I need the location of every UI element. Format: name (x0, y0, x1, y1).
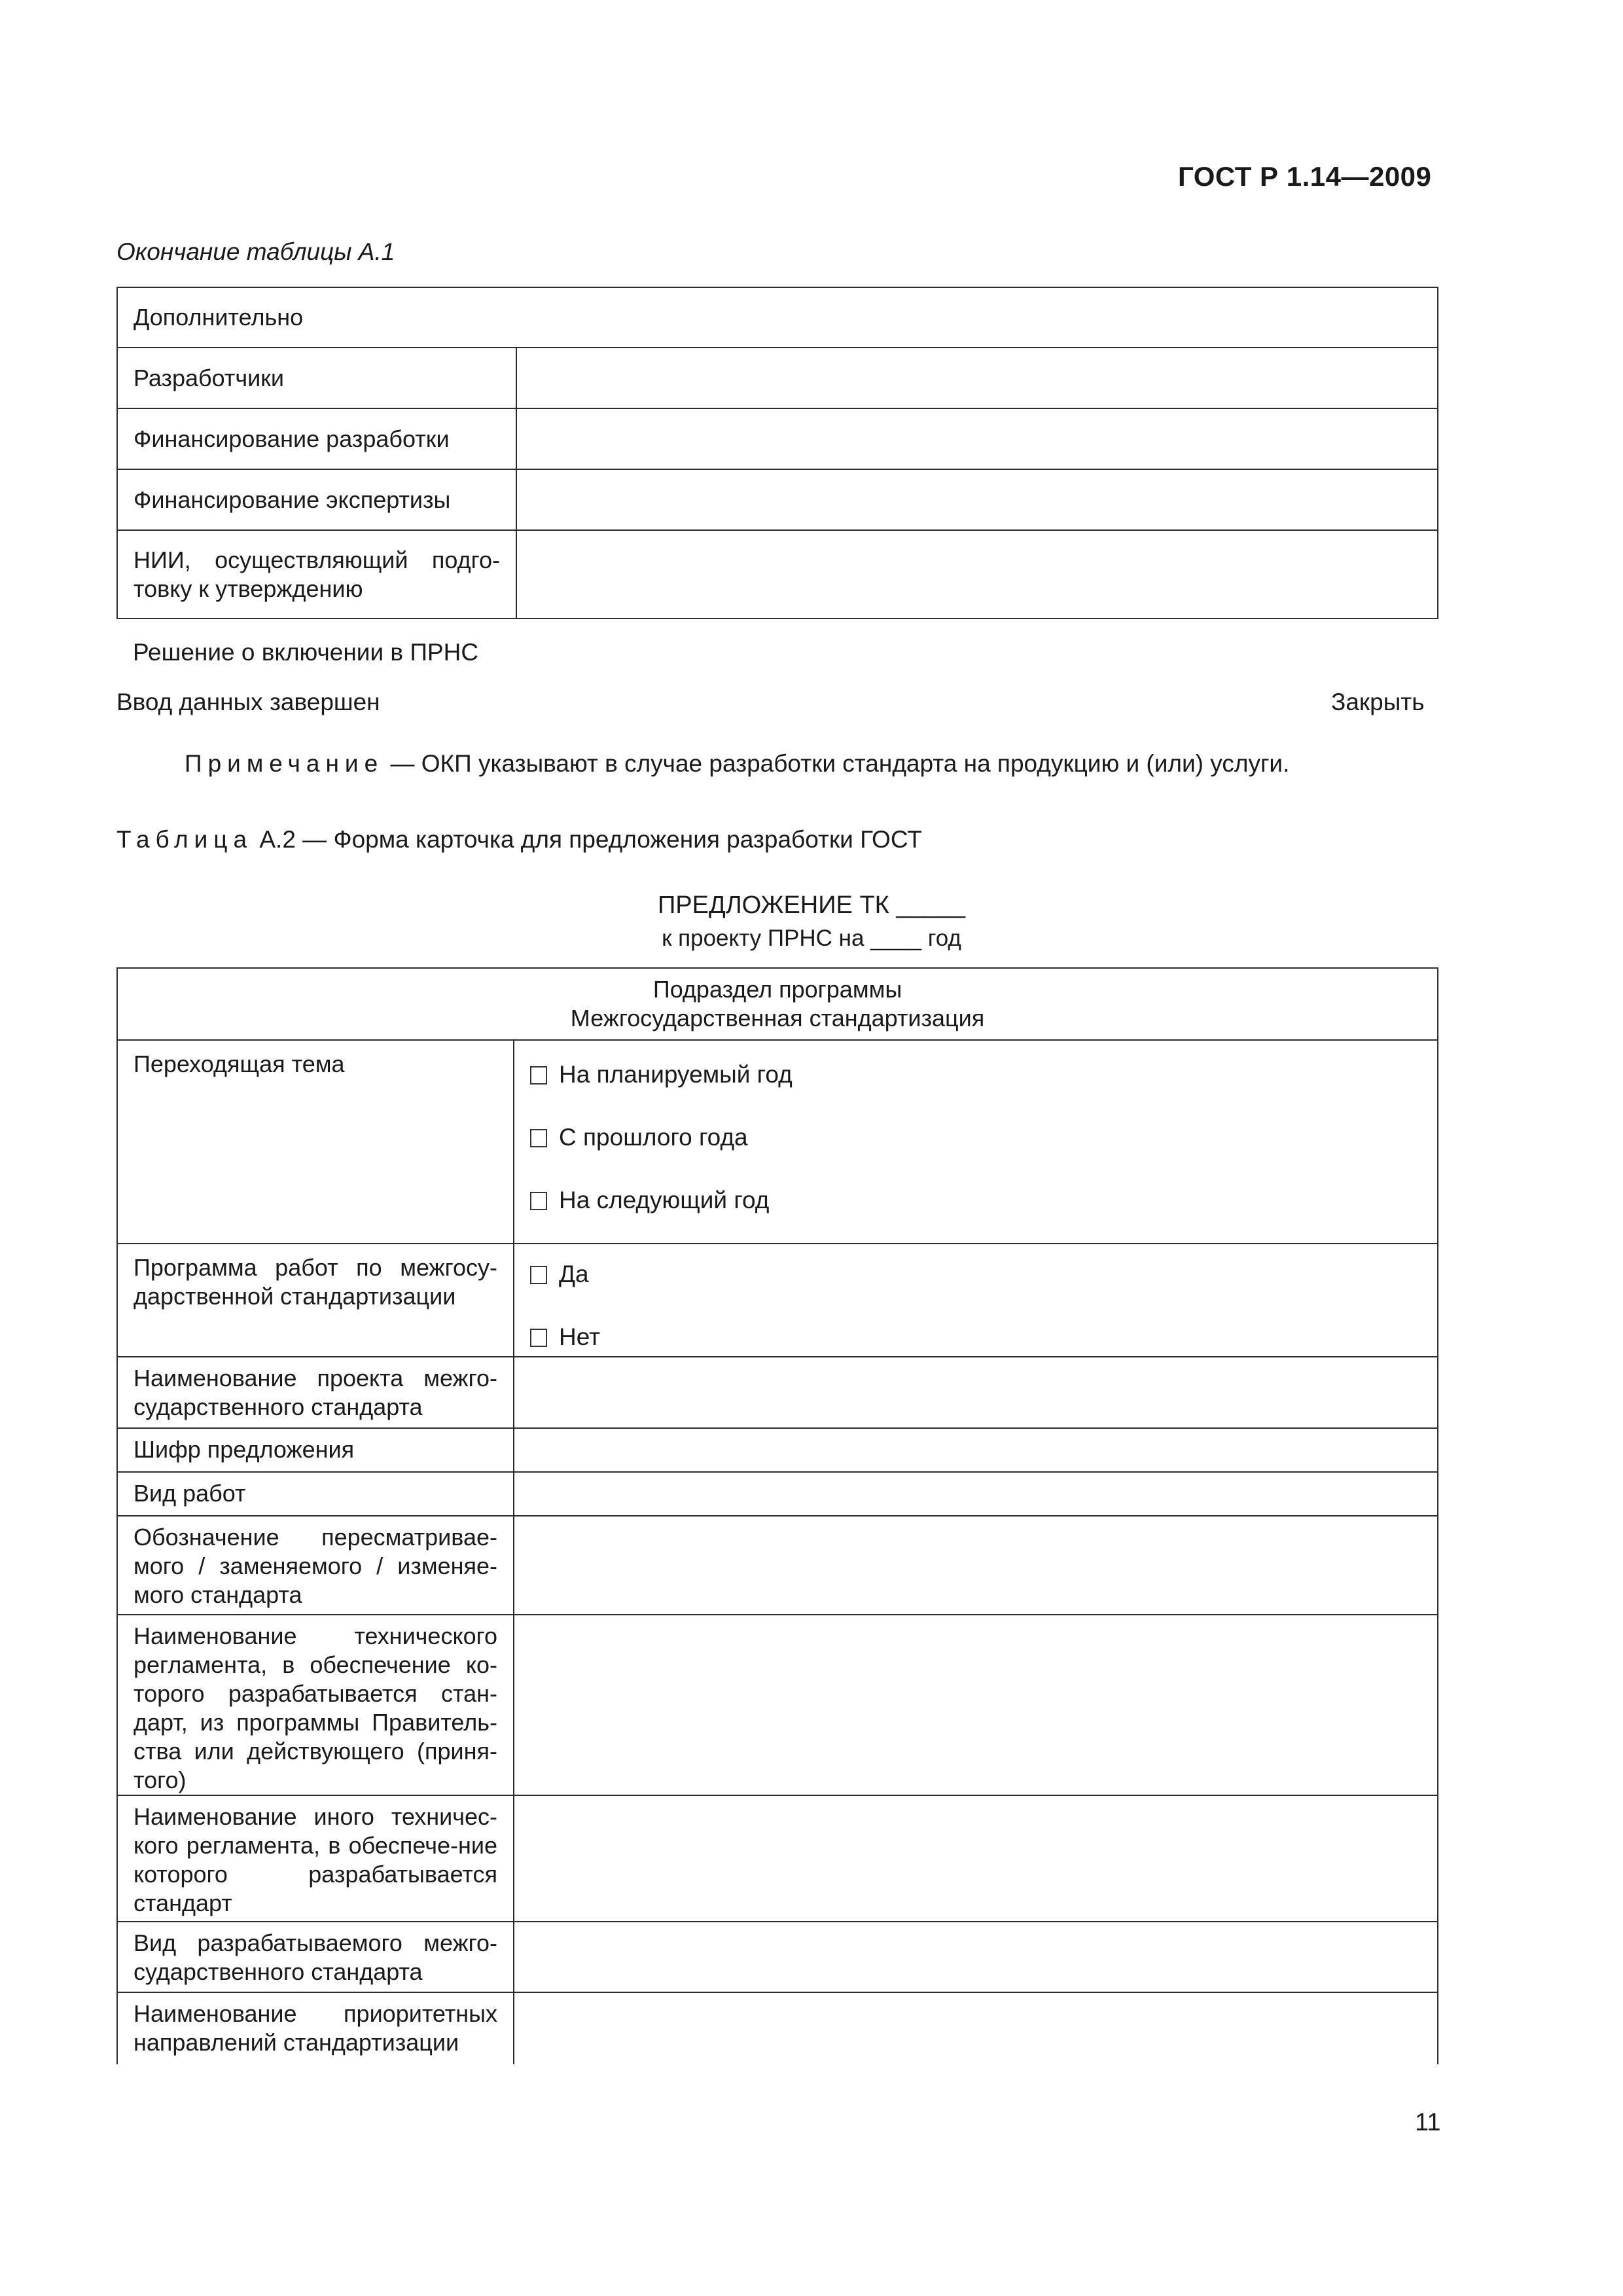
table-row (117, 1244, 1438, 1357)
table-row (117, 1922, 1438, 1992)
row-label: Финансирование экспертизы (117, 469, 516, 530)
project-name-field[interactable] (514, 1357, 1438, 1428)
subsection-heading-line1: Подраздел программы (652, 976, 902, 1003)
option-label: С прошлого года (559, 1124, 748, 1151)
table-row (117, 1795, 1438, 1922)
proposal-code-field[interactable] (514, 1428, 1438, 1472)
close-button[interactable]: Закрыть (1331, 689, 1425, 715)
row-label: Обозначение пересматривае-мого / заменяемого / изменяе-мого стандарта (117, 1516, 514, 1615)
option-next-year[interactable] (530, 1186, 1421, 1215)
table-row (117, 1472, 1438, 1516)
row-label: Переходящая тема (117, 1040, 514, 1244)
transition-options (514, 1040, 1438, 1244)
option-label: Да (559, 1261, 589, 1287)
checkbox-icon[interactable] (530, 1066, 547, 1085)
table-a1 (116, 287, 1438, 619)
program-options (514, 1244, 1438, 1357)
option-label: На следующий год (559, 1187, 770, 1213)
checkbox-icon[interactable] (530, 1129, 547, 1147)
row-label: Программа работ по межгосу-дарственной стандартизации (117, 1244, 514, 1357)
table-a1-caption: Окончание таблицы А.1 (116, 238, 395, 265)
option-no[interactable] (530, 1323, 1421, 1352)
checkbox-icon[interactable] (530, 1192, 547, 1210)
table-row (117, 408, 1438, 469)
proposal-subtitle: к проекту ПРНС на ____ год (662, 925, 961, 951)
approval-institute-field[interactable] (516, 530, 1438, 619)
table-row (117, 287, 1438, 348)
prns-decision-label: Решение о включении в ПРНС (133, 639, 479, 666)
data-entry-status: Ввод данных завершен (116, 689, 380, 715)
developers-field[interactable] (516, 348, 1438, 408)
subsection-heading-line2: Межгосударственная стандартизация (570, 1005, 985, 1031)
table-row (117, 968, 1438, 1040)
row-label: НИИ, осуществляющий подго-товку к утверждению (117, 530, 516, 619)
note (185, 750, 1289, 778)
option-last-year[interactable] (530, 1123, 1421, 1152)
row-label: Наименование иного техничес-кого регламента, в обеспече-ние которого разрабатывается стандарт (117, 1795, 514, 1922)
row-label: Наименование технического регламента, в обеспечение ко-торого разрабатывается стан-дарт, из программы Правитель-ства или действующего (приня-того) (117, 1615, 514, 1795)
standard-type-field[interactable] (514, 1922, 1438, 1992)
development-funding-field[interactable] (516, 408, 1438, 469)
option-label: Нет (559, 1323, 601, 1350)
note-prefix: Примечание (185, 750, 384, 777)
row-label: Наименование проекта межго-сударственного стандарта (117, 1357, 514, 1428)
table-row (117, 530, 1438, 619)
proposal-title: ПРЕДЛОЖЕНИЕ ТК _____ (657, 891, 966, 919)
standard-designation-field[interactable] (514, 1516, 1438, 1615)
work-type-field[interactable] (514, 1472, 1438, 1516)
row-label: Наименование приоритетных направлений стандартизации (117, 1992, 514, 2064)
expertise-funding-field[interactable] (516, 469, 1438, 530)
table-row (117, 348, 1438, 408)
section-heading-cell: Дополнительно (117, 287, 1438, 348)
checkbox-icon[interactable] (530, 1329, 547, 1347)
note-text: — ОКП указывают в случае разработки стандарта на продукцию и (или) услуги. (383, 750, 1290, 777)
table-row (117, 1516, 1438, 1615)
technical-regulation-field[interactable] (514, 1615, 1438, 1795)
table-row (117, 469, 1438, 530)
table-caption-prefix: Таблица (116, 826, 253, 853)
document-code: ГОСТ Р 1.14—2009 (1178, 161, 1432, 192)
table-row (117, 1357, 1438, 1428)
table-a2 (116, 967, 1438, 2064)
table-a2-caption (116, 826, 922, 853)
row-label: Шифр предложения (117, 1428, 514, 1472)
row-label: Разработчики (117, 348, 516, 408)
option-label: На планируемый год (559, 1061, 793, 1088)
option-planned-year[interactable] (530, 1060, 1421, 1089)
option-yes[interactable] (530, 1260, 1421, 1289)
row-label: Вид работ (117, 1472, 514, 1516)
priority-directions-field[interactable] (514, 1992, 1438, 2064)
subsection-heading-cell (117, 968, 1438, 1040)
other-regulation-field[interactable] (514, 1795, 1438, 1922)
checkbox-icon[interactable] (530, 1266, 547, 1284)
row-label: Вид разрабатываемого межго-сударственного стандарта (117, 1922, 514, 1992)
page-number: 11 (1415, 2109, 1441, 2136)
table-row (117, 1428, 1438, 1472)
row-label: Финансирование разработки (117, 408, 516, 469)
table-row (117, 1615, 1438, 1795)
table-caption-text: А.2 — Форма карточка для предложения разработки ГОСТ (253, 826, 922, 853)
table-row (117, 1992, 1438, 2064)
table-row (117, 1040, 1438, 1244)
